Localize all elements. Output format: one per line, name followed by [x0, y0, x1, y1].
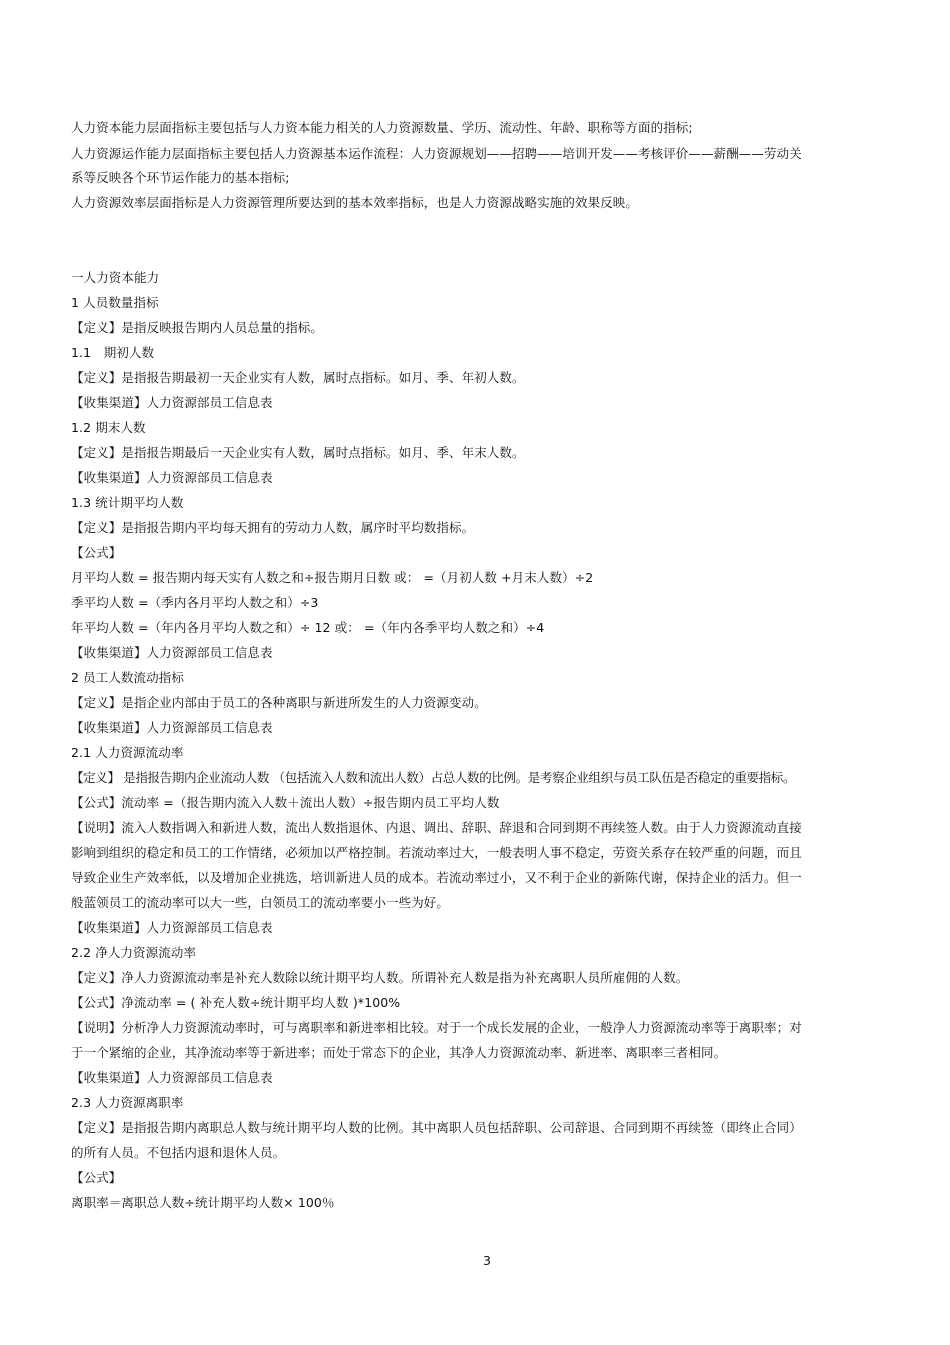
body-line: 【收集渠道】人力资源部员工信息表	[71, 470, 273, 485]
subsection-heading: 2 员工人数流动指标	[71, 670, 184, 685]
formula-line: 年平均人数 =（年内各月平均人数之和）÷ 12 或： =（年内各季平均人数之和）÷4	[71, 620, 545, 635]
formula-line: 离职率＝离职总人数÷统计期平均人数× 100％	[71, 1195, 335, 1210]
body-line: 的所有人员。不包括内退和退休人员。	[71, 1145, 286, 1160]
body-line: 【定义】是指报告期最后一天企业实有人数，属时点指标。如月、季、年末人数。	[71, 445, 525, 460]
subsection-heading: 1 人员数量指标	[71, 295, 159, 310]
body-line: 【定义】是指报告期内离职总人数与统计期平均人数的比例。其中离职人员包括辞职、公司辞退、合同到期不再续签（即终止合同）	[71, 1120, 802, 1135]
body-line: 【定义】 是指报告期内企业流动人数 （包括流入人数和流出人数）占总人数的比例。是考察企业组织与员工队伍是否稳定的重要指标。	[71, 770, 796, 785]
intro-line: 人力资源效率层面指标是人力资源管理所要达到的基本效率指标，也是人力资源战略实施的效果反映。	[71, 195, 639, 210]
intro-line: 人力资本能力层面指标主要包括与人力资本能力相关的人力资源数量、学历、流动性、年龄、职称等方面的指标;	[71, 120, 693, 135]
formula-line: 【公式】净流动率 = ( 补充人数÷统计期平均人数 )*100%	[71, 995, 401, 1010]
body-line: 【收集渠道】人力资源部员工信息表	[71, 1070, 273, 1085]
intro-line: 人力资源运作能力层面指标主要包括人力资源基本运作流程：人力资源规划——招聘——培训开发——考核评价——薪酬——劳动关	[71, 146, 802, 161]
body-line: 【定义】净人力资源流动率是补充人数除以统计期平均人数。所谓补充人数是指为补充离职人员所雇佣的人数。	[71, 970, 689, 985]
body-line: 影响到组织的稳定和员工的工作情绪，必须加以严格控制。若流动率过大，一般表明人事不稳定，劳资关系存在较严重的问题，而且	[71, 845, 802, 860]
section-heading: 一人力资本能力	[71, 270, 160, 285]
body-line: 【说明】流入人数指调入和新进人数，流出人数指退休、内退、调出、辞职、辞退和合同到期不再续签人数。由于人力资源流动直接	[71, 820, 802, 835]
body-line: 【收集渠道】人力资源部员工信息表	[71, 395, 273, 410]
intro-line: 系等反映各个环节运作能力的基本指标;	[71, 170, 290, 185]
body-line: 导致企业生产效率低，以及增加企业挑选，培训新进人员的成本。若流动率过小，又不利于企业的新陈代谢，保持企业的活力。但一	[71, 870, 802, 885]
formula-line: 月平均人数 = 报告期内每天实有人数之和÷报告期月日数 或： =（月初人数 +月末人数）÷2	[71, 570, 594, 585]
subsection-heading: 1.3 统计期平均人数	[71, 495, 184, 510]
subsection-heading: 1.1 期初人数	[71, 345, 155, 360]
subsection-heading: 2.2 净人力资源流动率	[71, 945, 197, 960]
subsection-heading: 1.2 期末人数	[71, 420, 146, 435]
formula-line: 【公式】流动率 =（报告期内流入人数＋流出人数）÷报告期内员工平均人数	[71, 795, 500, 810]
body-line: 于一个紧缩的企业，其净流动率等于新进率；而处于常态下的企业，其净人力资源流动率、新进率、离职率三者相同。	[71, 1045, 727, 1060]
subsection-heading: 2.3 人力资源离职率	[71, 1095, 184, 1110]
subsection-heading: 2.1 人力资源流动率	[71, 745, 184, 760]
body-line: 【定义】是指报告期内平均每天拥有的劳动力人数，属序时平均数指标。	[71, 520, 475, 535]
page-number: 3	[483, 1253, 491, 1268]
body-line: 【收集渠道】人力资源部员工信息表	[71, 920, 273, 935]
body-line: 【收集渠道】人力资源部员工信息表	[71, 720, 273, 735]
body-line: 【公式】	[71, 1170, 122, 1185]
body-line: 【说明】分析净人力资源流动率时，可与离职率和新进率相比较。对于一个成长发展的企业，一般净人力资源流动率等于离职率；对	[71, 1020, 802, 1035]
body-line: 般蓝领员工的流动率可以大一些，白领员工的流动率要小一些为好。	[71, 895, 450, 910]
body-line: 【定义】是指报告期最初一天企业实有人数，属时点指标。如月、季、年初人数。	[71, 370, 525, 385]
body-line: 【收集渠道】人力资源部员工信息表	[71, 645, 273, 660]
formula-line: 季平均人数 =（季内各月平均人数之和）÷3	[71, 595, 319, 610]
body-line: 【定义】是指反映报告期内人员总量的指标。	[71, 320, 324, 335]
body-line: 【定义】是指企业内部由于员工的各种离职与新进所发生的人力资源变动。	[71, 695, 487, 710]
body-line: 【公式】	[71, 545, 122, 560]
